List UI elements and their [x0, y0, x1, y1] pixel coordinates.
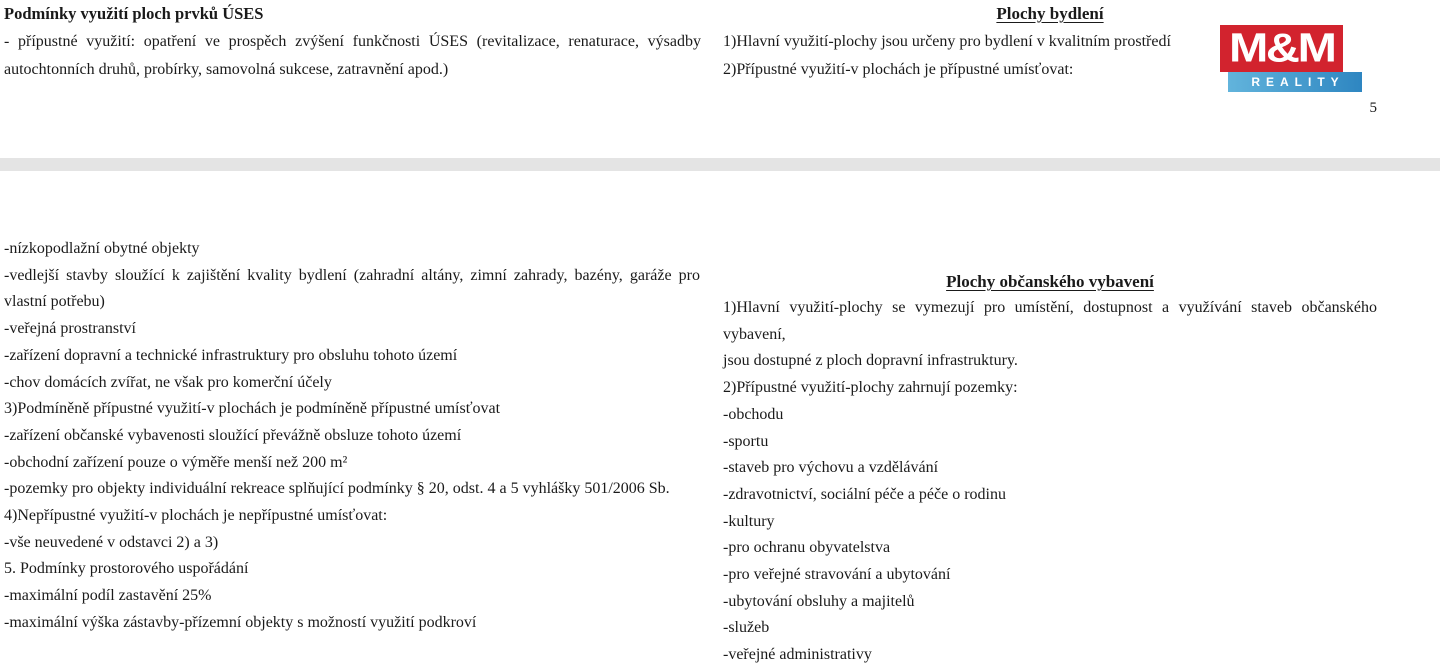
section-heading-text: Plochy bydlení: [996, 4, 1104, 23]
text-line: 1)Hlavní využití-plochy se vymezují pro umístění, dostupnost a využívání staveb občanského vybavení,: [723, 299, 1377, 343]
text-line: -zdravotnictví, sociální péče a péče o rodinu: [723, 485, 1006, 503]
text-line: -veřejná prostranství: [4, 320, 136, 338]
text-line: - přípustné využití: opatření ve prospěch zvýšení funkčnosti ÚSES (revitalizace, renaturace, výsadby: [4, 33, 701, 50]
text-line: 1)Hlavní využití-plochy jsou určeny pro bydlení v kvalitním prostředí: [723, 33, 1171, 50]
text-line: -sportu: [723, 432, 769, 450]
mm-logo-mark: [1220, 25, 1343, 72]
section-heading: [723, 268, 1377, 295]
text-line: 2)Přípustné využití-plochy zahrnují pozemky:: [723, 379, 1018, 397]
section-uses-conditions: [4, 0, 701, 84]
text-line: -vedlejší stavby sloužící k zajištění kvality bydlení (zahradní altány, zimní zahrady, bazény, garáže pro: [4, 266, 700, 284]
text-line: -pozemky pro objekty individuální rekreace splňující podmínky § 20, odst. 4 a 5 vyhlášky 501/2006 Sb.: [4, 480, 670, 498]
text-line: 5. Podmínky prostorového uspořádání: [4, 560, 249, 578]
text-line: -maximální podíl zastavění 25%: [4, 587, 212, 605]
text-line: -maximální výška zástavby-přízemní objekty s možností využití podkroví: [4, 613, 477, 631]
text-line: 2)Přípustné využití-v plochách je přípustné umísťovat:: [723, 61, 1074, 78]
section-heading: Podmínky využití ploch prvků ÚSES: [4, 4, 264, 23]
text-line: jsou dostupné z ploch dopravní infrastruktury.: [723, 352, 1018, 370]
text-line: -zařízení dopravní a technické infrastruktury pro obsluhu tohoto území: [4, 346, 458, 364]
text-line: -veřejné administrativy: [723, 646, 872, 664]
text-line: -ubytování obsluhy a majitelů: [723, 592, 915, 610]
text-line: -vše neuvedené v odstavci 2) a 3): [4, 533, 219, 551]
page-gap-separator: [0, 158, 1440, 171]
section-heading: [723, 0, 1377, 28]
text-line: -nízkopodlažní obytné objekty: [4, 240, 200, 257]
text-line: -chov domácích zvířat, ne však pro komerční účely: [4, 373, 332, 391]
text-line: 3)Podmíněně přípustné využití-v plochách je podmíněně přípustné umísťovat: [4, 400, 501, 418]
text-line: autochtonních druhů, probírky, samovolná sukcese, zatravnění apod.): [4, 61, 449, 78]
text-line: -služeb: [723, 619, 770, 637]
reality-logo-bar: [1228, 72, 1362, 92]
section-heading-text: Plochy občanského vybavení: [946, 272, 1154, 291]
text-line: 4)Nepřípustné využití-v plochách je nepřípustné umísťovat:: [4, 507, 388, 525]
text-line: -pro ochranu obyvatelstva: [723, 539, 891, 557]
text-line: vlastní potřebu): [4, 293, 105, 311]
mm-reality-logo: [1220, 25, 1362, 92]
text-line: -staveb pro výchovu a vzdělávání: [723, 459, 939, 477]
text-line: -pro veřejné stravování a ubytování: [723, 566, 951, 584]
mm-logo-text: M&M: [1228, 25, 1335, 71]
text-line: -kultury: [723, 512, 775, 530]
page-number: 5: [1369, 100, 1377, 116]
text-line: -zařízení občanské vybavenosti sloužící převážně obsluze tohoto území: [4, 426, 462, 444]
text-line: -obchodu: [723, 405, 784, 423]
section-obcanske-vybaveni: [723, 268, 1377, 669]
section-bydleni-list: [4, 236, 700, 637]
reality-logo-text: REALITY: [1251, 75, 1345, 89]
text-line: -obchodní zařízení pouze o výměře menší než 200 m²: [4, 453, 348, 471]
